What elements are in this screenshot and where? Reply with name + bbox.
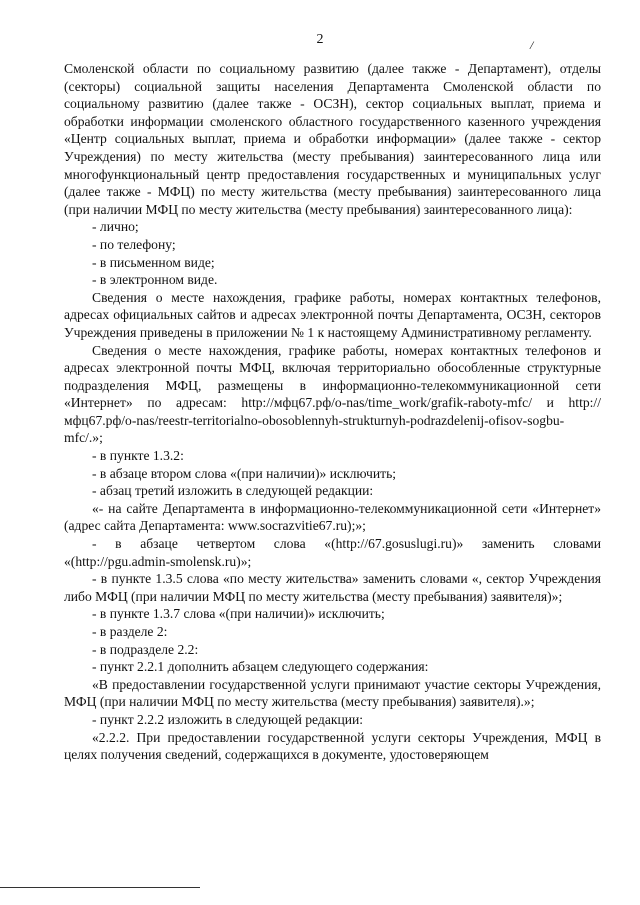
list-item: - в пункте 1.3.7 слова «(при наличии)» исключить; [92,606,385,622]
list-item: - лично; [92,219,139,235]
page-number: 2 [316,32,324,47]
document-body [64,60,601,764]
list-item: - пункт 2.2.2 изложить в следующей редакции: [92,711,364,727]
quoted-paragraph: «- на сайте Департамента в информационно-телекоммуникационной сети «Интернет» (адрес сайта Департамента: www.socrazvitie67.ru);»; [64,500,601,534]
list-item: - в электронном виде. [92,272,218,288]
paragraph: - в пункте 1.3.5 слова «по месту жительства» заменить словами «, сектор Учреждения либо МФЦ (при наличии МФЦ по месту жительства (месту пребывания) заявителя)»; [64,571,601,604]
footnote-divider [0,887,200,888]
handwritten-mark: / [530,38,534,52]
paragraph: Сведения о месте нахождения, графике работы, номерах контактных телефонов, адресах официальных сайтов и адресах электронной почты Департамента, ОСЗН, секторов Учреждения приведены в приложении № 1 к настоящему Административному регламенту. [64,289,601,340]
paragraph: Сведения о месте нахождения, графике работы, номерах контактных телефонов и адресах электронной почты МФЦ, включая территориально обособленные структурные подразделения МФЦ, размещены в информационно-телекоммуникационной сети «Интернет» по адресам: http://мфц67.рф/о-nas/time_work/grafik-raboty-mfc/ и http://мфц67.рф/о-nas/reestr-territorialno-obosoblennyh-strukturnyh-podrazdelenij-ofisov-sogbu-mfc/.»; [64,342,601,446]
paragraph: Смоленской области по социальному развитию (далее также - Департамент), отделы (секторы) социальной защиты населения Департамента Смоленской области по социальному развитию (далее также - ОСЗН), сектор социальных выплат, приема и обработки информации смоленского областного государственного казенного учреждения «Центр социальных выплат, приема и обработки информации» (далее также - сектор Учреждения) по месту жительства (месту пребывания) заинтересованного лица или многофункциональный центр предоставления государственных и муниципальных услуг (далее также - МФЦ) по месту жительства (месту пребывания) заинтересованного лица (при наличии МФЦ по месту жительства (месту пребывания) заинтересованного лица): [64,61,601,217]
list-item: - в разделе 2: [92,624,168,639]
paragraph: - в абзаце четвертом слова «(http://67.gosuslugi.ru)» заменить словами «(http://pgu.admin-smolensk.ru)»; [64,536,601,569]
list-item: - в письменном виде; [92,254,215,270]
quoted-paragraph: «2.2.2. При предоставлении государственной услуги секторы Учреждения, МФЦ в целях получения сведений, содержащихся в документе, удостоверяющем [64,729,601,763]
list-item: - по телефону; [92,236,176,252]
list-item: - абзац третий изложить в следующей редакции: [92,483,374,499]
list-item: - в пункте 1.3.2: [92,448,184,464]
list-item: - пункт 2.2.1 дополнить абзацем следующего содержания: [92,659,429,675]
quoted-paragraph: «В предоставлении государственной услуги принимают участие секторы Учреждения, МФЦ (при наличии МФЦ по месту жительства (месту пребывания) заявителя).»; [64,676,601,710]
list-item: - в подразделе 2.2: [92,641,199,657]
list-item: - в абзаце втором слова «(при наличии)» исключить; [92,465,397,481]
